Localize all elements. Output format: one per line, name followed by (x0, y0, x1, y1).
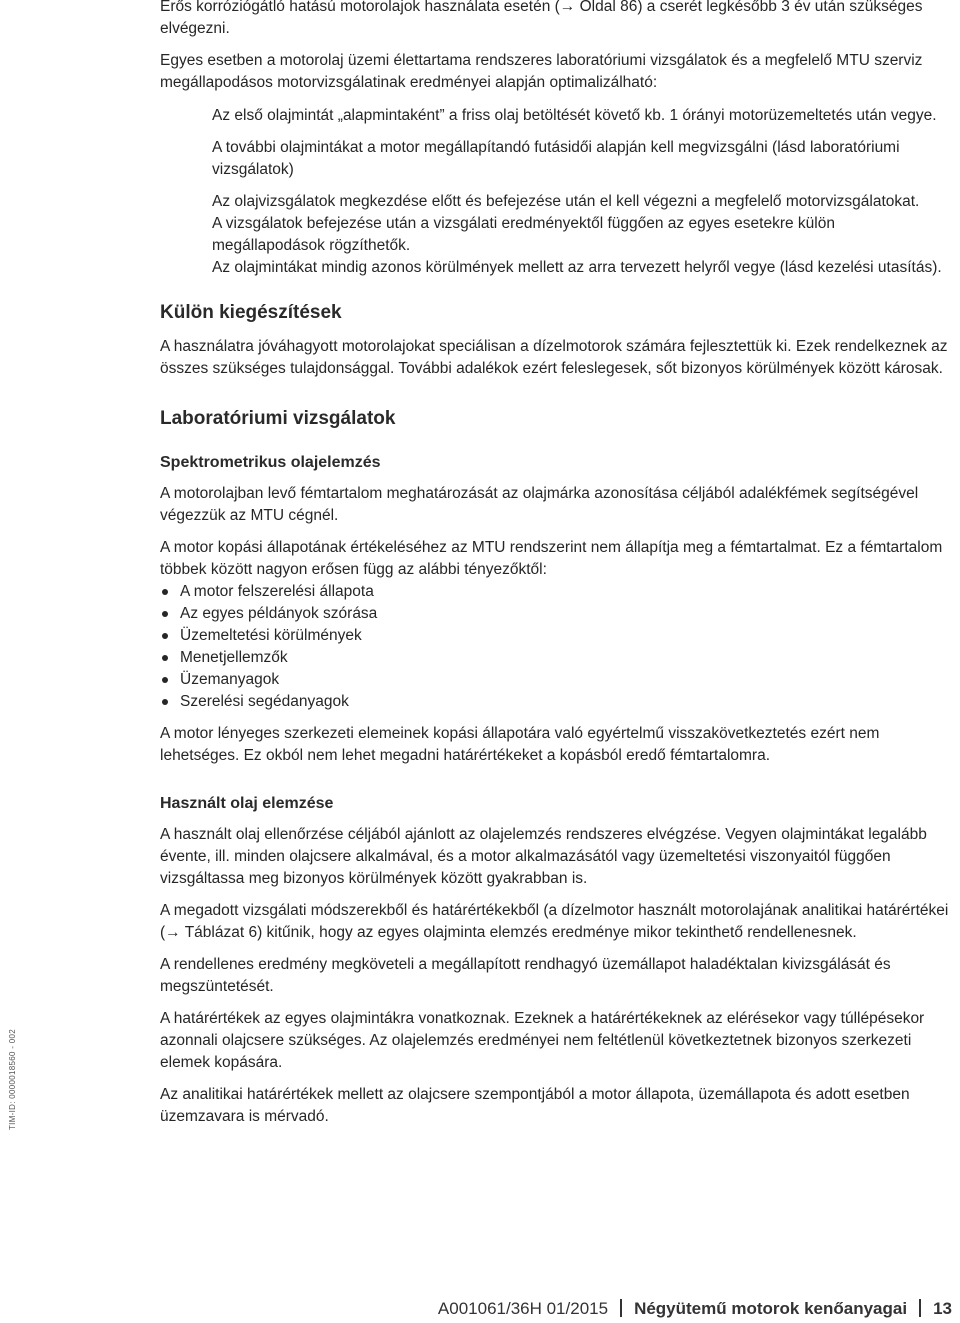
spektro-paragraph-1: A motorolajban levő fémtartalom meghatározását az olajmárka azonosítása céljából adalékfémek segítségével végezzük az MTU cégnél. (160, 485, 919, 524)
footer-separator (620, 1299, 622, 1317)
list-item: Üzemanyagok (160, 669, 950, 691)
bullet-dot (162, 611, 168, 617)
bullet-dot (162, 589, 168, 595)
bullet-dot (162, 633, 168, 639)
section-heading-lab: Laboratóriumi vizsgálatok (160, 408, 396, 429)
footer-separator (919, 1299, 921, 1317)
hasznalt-paragraph-4: A határértékek az egyes olajmintákra vonatkoznak. Ezeknek a határértékeknek az elérésekor vagy túllépésekor azonnali olajcsere szükséges. Az olajelemzés eredményei nem feltétlenül következtetnek bizonyos szerkezeti elemek kopására. (160, 1010, 925, 1071)
list-item: Az egyes példányok szórása (160, 603, 950, 625)
footer-title: Négyütemű motorok kenőanyagai (634, 1299, 908, 1318)
hasznalt-paragraph-3: A rendellenes eredmény megköveteli a megállapított rendhagyó üzemállapot haladéktalan kivizsgálását és megszüntetését. (160, 956, 891, 995)
tim-id-label: TIM-ID: 0000018560 - 002 (8, 1028, 17, 1130)
spektro-paragraph-3: A motor lényeges szerkezeti elemeinek kopási állapotára való egyértelmű visszakövetkeztetés ezért nem lehetséges. Ez okból nem lehet megadni határértékeket a kopásból eredő fémtartalomra. (160, 725, 880, 764)
section-heading-kulon: Külön kiegészítések (160, 302, 342, 323)
list-item: Üzemeltetési körülmények (160, 625, 950, 647)
intro-paragraph-2: Egyes esetben a motorolaj üzemi élettartama rendszeres laboratóriumi vizsgálatok és a megfelelő MTU szerviz megállapodásos motorvizsgálatinak eredményei alapján optimalizálható: (160, 52, 923, 91)
bullet-dot (162, 655, 168, 661)
indented-item-3: Az olajvizsgálatok megkezdése előtt és befejezése után el kell végezni a megfelelő motorvizsgálatokat. (212, 193, 920, 210)
bullet-dot (162, 699, 168, 705)
list-item: Menetjellemzők (160, 647, 950, 669)
spektro-paragraph-2: A motor kopási állapotának értékeléséhez az MTU rendszerint nem állapítja meg a fémtartalmat. Ez a fémtartalom többek között nagyon erősen függ az alábbi tényezőktől: (160, 539, 943, 578)
subheading-spektro: Spektrometrikus olajelemzés (160, 454, 381, 471)
list-item: A motor felszerelési állapota (160, 581, 950, 603)
indented-block (160, 105, 950, 279)
indented-item-5: Az olajmintákat mindig azonos körülmények mellett az arra tervezett helyről vegye (lásd kezelési utasítás). (212, 259, 942, 276)
list-item: Szerelési segédanyagok (160, 691, 950, 713)
page-number: 13 (933, 1299, 952, 1318)
hasznalt-paragraph-1: A használt olaj ellenőrzése céljából ajánlott az olajelemzés rendszeres elvégzése. Vegyen olajmintákat legalább évente, ill. minden olajcsere alkalmával, és a motor alkalmazásától vagy üzemeltetési viszonyaitól függően vizsgáltassa meg bizonyos körülmények között gyakrabban is. (160, 826, 927, 887)
bullet-dot (162, 677, 168, 683)
factor-list (160, 581, 950, 713)
indented-item-4: A vizsgálatok befejezése után a vizsgálati eredményektől függően az egyes esetekre külön megállapodások rögzíthetők. (212, 215, 835, 254)
subheading-hasznalt: Használt olaj elemzése (160, 795, 334, 812)
kulon-paragraph: A használatra jóváhagyott motorolajokat speciálisan a dízelmotorok számára fejlesztettük ki. Ezek rendelkeznek az összes szükséges tulajdonsággal. További adalékok ezért feleslegesek, sőt bizonyos körülmények között károsak. (160, 338, 948, 377)
hasznalt-paragraph-2: A megadott vizsgálati módszerekből és határértékekből (a dízelmotor használt motorolajának analitikai határértékei (→ Táblázat 6) kitűnik, hogy az egyes olajminta elemzés eredménye mikor tekinthető rendellenesnek. (160, 902, 949, 941)
indented-item-2: A további olajmintákat a motor megállapítandó futásidői alapján kell megvizsgálni (lásd laboratóriumi vizsgálatok) (212, 139, 900, 178)
footer-doc-number: A001061/36H 01/2015 (437, 1299, 609, 1318)
hasznalt-paragraph-5: Az analitikai határértékek mellett az olajcsere szempontjából a motor állapota, üzemállapota és adott esetben üzemzavara is mérvadó. (160, 1086, 910, 1125)
intro-paragraph-1: Erős korróziógátló hatású motorolajok használata esetén (→ Oldal 86) a cserét legkésőbb 3 év után szükséges elvégezni. (160, 0, 923, 37)
page-content (160, 0, 950, 1128)
page-footer (438, 1297, 952, 1321)
indented-item-1: Az első olajmintát „alapmintaként” a friss olaj betöltését követő kb. 1 órányi motorüzemeltetés után vegye. (212, 107, 937, 124)
